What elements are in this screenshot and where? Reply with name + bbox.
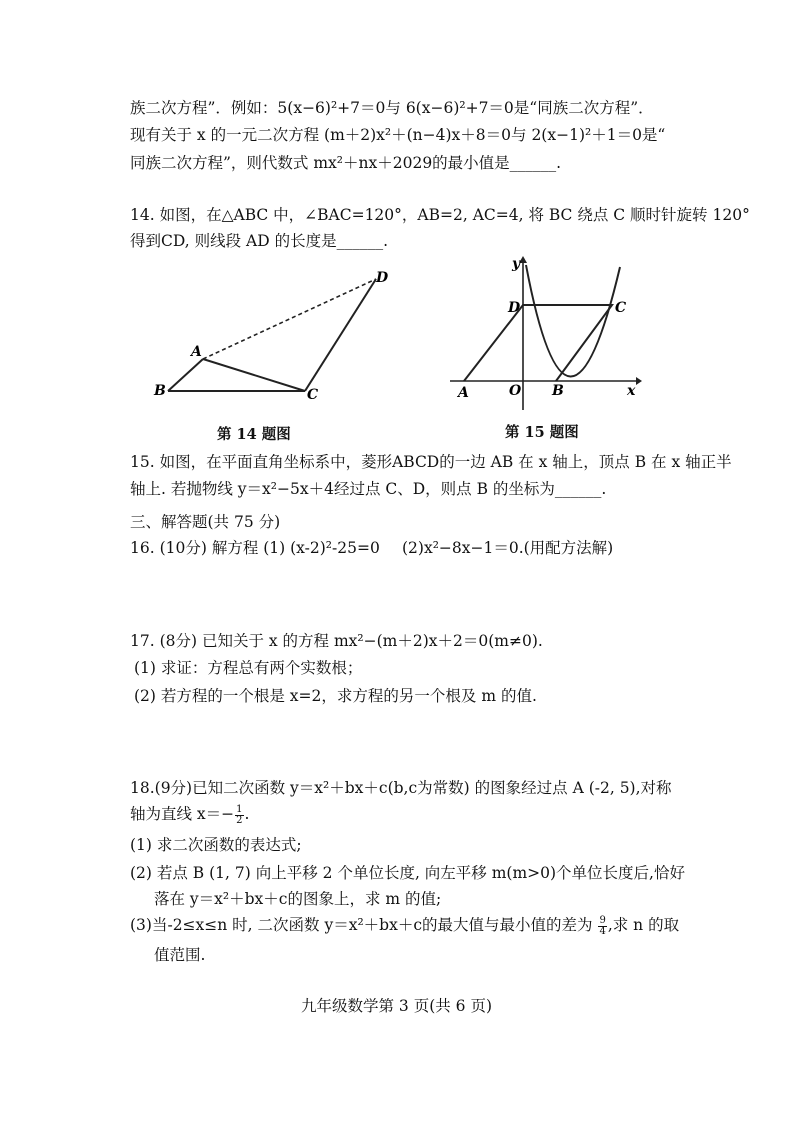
q17-stem: 17. (8分) 已知关于 x 的方程 mx²−(m＋2)x＋2＝0(m≠0). [130, 632, 543, 650]
q18-line1: 18.(9分)已知二次函数 y＝x²＋bx＋c(b,c为常数) 的图象经过点 A (-2, 5),对称 [130, 779, 672, 797]
label-x: x [627, 383, 636, 399]
q13-line1: 族二次方程”．例如：5(x−6)²+7＝0与 6(x−6)²+7＝0是“同族二次方程”． [130, 99, 654, 117]
figure-14 [145, 262, 405, 422]
q18-frac-den: 4 [599, 925, 606, 937]
segment-ac [203, 359, 305, 391]
label-a15: A [458, 385, 469, 401]
x-axis-arrow [636, 377, 642, 385]
q18-half-num: 1 [236, 803, 243, 815]
q18-frac-num: 9 [599, 914, 606, 926]
label-c: C [307, 387, 319, 403]
label-b15: B [552, 383, 564, 399]
parabola [526, 265, 620, 377]
label-c15: C [615, 300, 627, 316]
page-footer: 九年级数学第 3 页(共 6 页) [300, 997, 493, 1015]
q18-sub1: (1) 求二次函数的表达式; [130, 836, 302, 854]
q17-sub2: (2) 若方程的一个根是 x=2，求方程的另一个根及 m 的值. [134, 687, 537, 705]
q18-sub3-c: 值范围. [154, 946, 206, 964]
segment-ba [168, 359, 203, 391]
q16-part1: 16. (10分) 解方程 (1) (x-2)²-25=0 [130, 539, 380, 557]
q18-line2-text: 轴为直线 x＝− [130, 805, 235, 823]
label-a: A [191, 344, 202, 360]
label-o: O [509, 383, 522, 399]
q14-line2: 得到CD, 则线段 AD 的长度是______. [130, 232, 388, 250]
q13-line3: 同族二次方程”，则代数式 mx²＋nx＋2029的最小值是______. [130, 154, 562, 172]
figure-15-caption: 第 15 题图 [505, 424, 579, 441]
q15-line2: 轴上. 若抛物线 y＝x²−5x＋4经过点 C、D，则点 B 的坐标为______. [130, 480, 607, 498]
segment-cd [305, 279, 376, 391]
q16-part2: (2)x²−8x−1＝0.(用配方法解) [402, 539, 614, 557]
label-b: B [154, 383, 166, 399]
label-d: D [376, 270, 389, 286]
figure-15 [450, 255, 650, 415]
label-d15: D [508, 300, 521, 316]
q18-sub3-end: ,求 n 的取 [607, 916, 680, 934]
q18-half-den: 2 [236, 814, 243, 826]
q14-line1: 14. 如图，在△ABC 中，∠BAC=120°，AB=2, AC=4, 将 BC 绕点 C 顺时针旋转 120° [130, 206, 750, 224]
figure-14-caption: 第 14 题图 [217, 426, 291, 443]
q18-fraction-half [235, 805, 243, 826]
q18-line2 [130, 803, 249, 826]
section-3-heading: 三、解答题(共 75 分) [130, 513, 281, 531]
q18-sub2-b: 落在 y＝x²＋bx＋c的图象上，求 m 的值; [154, 890, 442, 908]
q18-sub3-a [130, 914, 679, 937]
q18-sub3-text: (3)当-2≤x≤n 时, 二次函数 y＝x²＋bx＋c的最大值与最小值的差为 [130, 916, 598, 934]
q17-sub1: (1) 求证：方程总有两个实数根； [134, 659, 363, 677]
q13-line2: 现有关于 x 的一元二次方程 (m＋2)x²＋(n−4)x＋8＝0与 2(x−1)²＋1＝0是“ [130, 126, 666, 144]
q15-line1: 15. 如图，在平面直角坐标系中，菱形ABCD的一边 AB 在 x 轴上，顶点 B 在 x 轴正半 [130, 453, 732, 471]
q18-fraction-nine-quarters [598, 916, 606, 937]
label-y: y [512, 256, 521, 272]
q18-line2-end: . [244, 805, 250, 823]
y-axis-arrow [519, 256, 527, 263]
q18-sub2-a: (2) 若点 B (1, 7) 向上平移 2 个单位长度, 向左平移 m(m>0)个单位长度后,恰好 [130, 864, 685, 882]
